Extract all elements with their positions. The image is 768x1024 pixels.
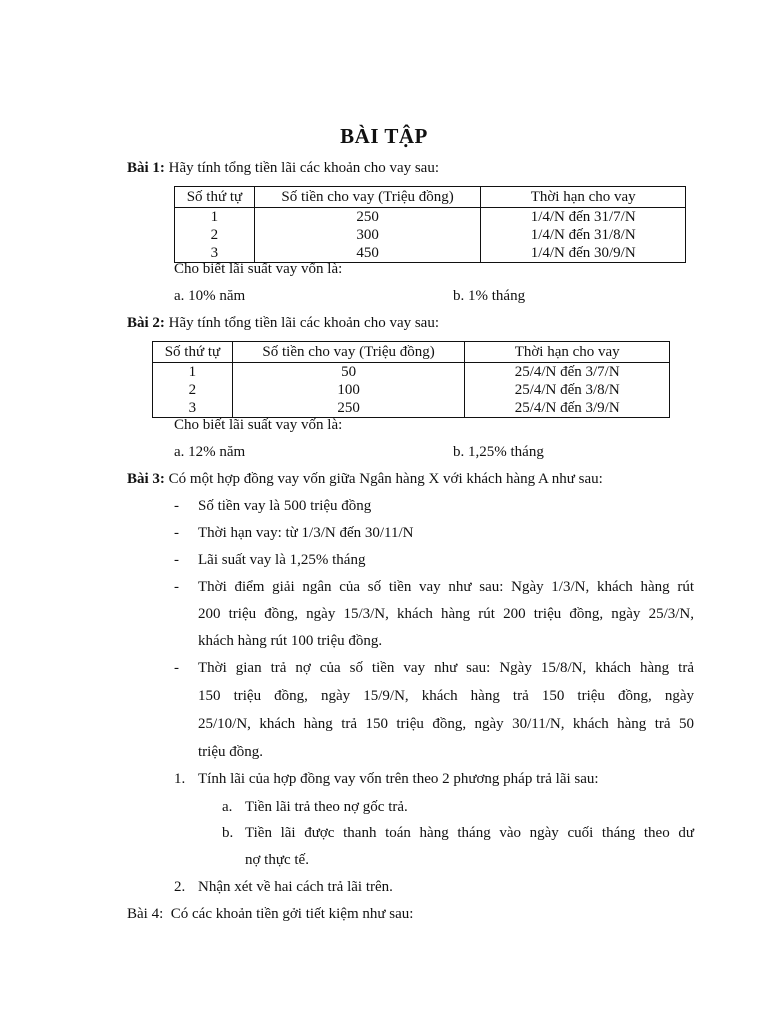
question-number: 1. <box>174 771 186 787</box>
bai1-label: Bài 1: <box>127 160 165 176</box>
cell-stt: 3 <box>175 244 255 263</box>
cell-stt: 2 <box>175 226 255 244</box>
cell-amount: 250 <box>232 399 465 418</box>
table-row <box>153 381 670 399</box>
bai2-prompt: Hãy tính tổng tiền lãi các khoản cho vay sau: <box>168 315 440 331</box>
bai1-option-a: a. 10% năm <box>174 288 246 304</box>
col-header-amount: Số tiền cho vay (Triệu đồng) <box>254 187 481 208</box>
bai3-question1b-line1: Tiền lãi được thanh toán hàng tháng vào ngày cuối tháng theo dư <box>245 825 694 841</box>
cell-stt: 3 <box>153 399 233 418</box>
bai1-note: Cho biết lãi suất vay vốn là: <box>174 261 343 277</box>
bullet-dash: - <box>174 498 179 514</box>
bai3-label: Bài 3: <box>127 471 165 487</box>
bai4-label: Bài 4: <box>127 906 164 922</box>
table-row <box>175 244 686 263</box>
subitem-label: a. <box>222 799 233 815</box>
bullet-dash: - <box>174 579 179 595</box>
cell-amount: 450 <box>254 244 481 263</box>
cell-amount: 300 <box>254 226 481 244</box>
bullet-dash: - <box>174 552 179 568</box>
bai3-question1a: Tiền lãi trả theo nợ gốc trả. <box>245 799 408 815</box>
bai4-prompt: Có các khoản tiền gởi tiết kiệm như sau: <box>170 906 414 922</box>
bai3-bullet-interest-rate: Lãi suất vay là 1,25% tháng <box>198 552 366 568</box>
bai3-repayment-line4: triệu đồng. <box>198 744 263 760</box>
bai3-repayment-line3: 25/10/N, khách hàng trả 150 triệu đồng, ngày 30/11/N, khách hàng trả 50 <box>198 716 694 732</box>
cell-term: 1/4/N đến 30/9/N <box>481 244 686 263</box>
col-header-term: Thời hạn cho vay <box>481 187 686 208</box>
bai3-disbursement-line2: 200 triệu đồng, ngày 15/3/N, khách hàng rút 200 triệu đồng, ngày 25/3/N, <box>198 606 694 622</box>
col-header-stt: Số thứ tự <box>153 342 233 363</box>
cell-stt: 2 <box>153 381 233 399</box>
cell-term: 1/4/N đến 31/8/N <box>481 226 686 244</box>
bai3-question1b-line2: nợ thực tế. <box>245 852 309 868</box>
bullet-dash: - <box>174 525 179 541</box>
bai2-option-a: a. 12% năm <box>174 444 246 460</box>
cell-stt: 1 <box>175 208 255 227</box>
bai3-question2: Nhận xét về hai cách trả lãi trên. <box>198 879 393 895</box>
cell-term: 25/4/N đến 3/7/N <box>465 363 670 382</box>
bai3-heading <box>127 471 603 488</box>
bai3-prompt: Có một hợp đồng vay vốn giữa Ngân hàng X với khách hàng A như sau: <box>168 471 603 487</box>
cell-term: 1/4/N đến 31/7/N <box>481 208 686 227</box>
bai3-disbursement-line3: khách hàng rút 100 triệu đồng. <box>198 633 383 649</box>
cell-term: 25/4/N đến 3/9/N <box>465 399 670 418</box>
bai3-question1: Tính lãi của hợp đồng vay vốn trên theo 2 phương pháp trả lãi sau: <box>198 771 599 787</box>
cell-amount: 50 <box>232 363 465 382</box>
table-row <box>175 226 686 244</box>
bai3-repayment-line1: Thời gian trả nợ của số tiền vay như sau: Ngày 15/8/N, khách hàng trả <box>198 660 694 676</box>
bai1-heading <box>127 160 439 177</box>
table-header-row <box>153 342 670 363</box>
bai2-heading <box>127 315 439 332</box>
bai4-heading <box>127 906 413 923</box>
table-row <box>175 208 686 227</box>
bai3-disbursement-line1: Thời điểm giải ngân của số tiền vay như sau: Ngày 1/3/N, khách hàng rút <box>198 579 694 595</box>
cell-amount: 100 <box>232 381 465 399</box>
bai2-table <box>152 341 670 418</box>
cell-stt: 1 <box>153 363 233 382</box>
cell-amount: 250 <box>254 208 481 227</box>
bai1-prompt: Hãy tính tổng tiền lãi các khoản cho vay sau: <box>168 160 440 176</box>
bai1-table <box>174 186 686 263</box>
subitem-label: b. <box>222 825 234 841</box>
col-header-stt: Số thứ tự <box>175 187 255 208</box>
table-header-row <box>175 187 686 208</box>
bullet-dash: - <box>174 660 179 676</box>
bai1-option-b: b. 1% tháng <box>453 288 526 304</box>
bai2-option-b: b. 1,25% tháng <box>453 444 544 460</box>
col-header-amount: Số tiền cho vay (Triệu đồng) <box>232 342 465 363</box>
bai3-repayment-line2: 150 triệu đồng, ngày 15/9/N, khách hàng trả 150 triệu đồng, ngày <box>198 688 694 704</box>
col-header-term: Thời hạn cho vay <box>465 342 670 363</box>
bai3-bullet-loan-term: Thời hạn vay: từ 1/3/N đến 30/11/N <box>198 525 414 541</box>
bai2-label: Bài 2: <box>127 315 165 331</box>
bai3-bullet-loan-amount: Số tiền vay là 500 triệu đồng <box>198 498 372 514</box>
cell-term: 25/4/N đến 3/8/N <box>465 381 670 399</box>
bai2-note: Cho biết lãi suất vay vốn là: <box>174 417 343 433</box>
table-row <box>153 399 670 418</box>
question-number: 2. <box>174 879 186 895</box>
page-title: BÀI TẬP <box>340 124 428 148</box>
table-row <box>153 363 670 382</box>
